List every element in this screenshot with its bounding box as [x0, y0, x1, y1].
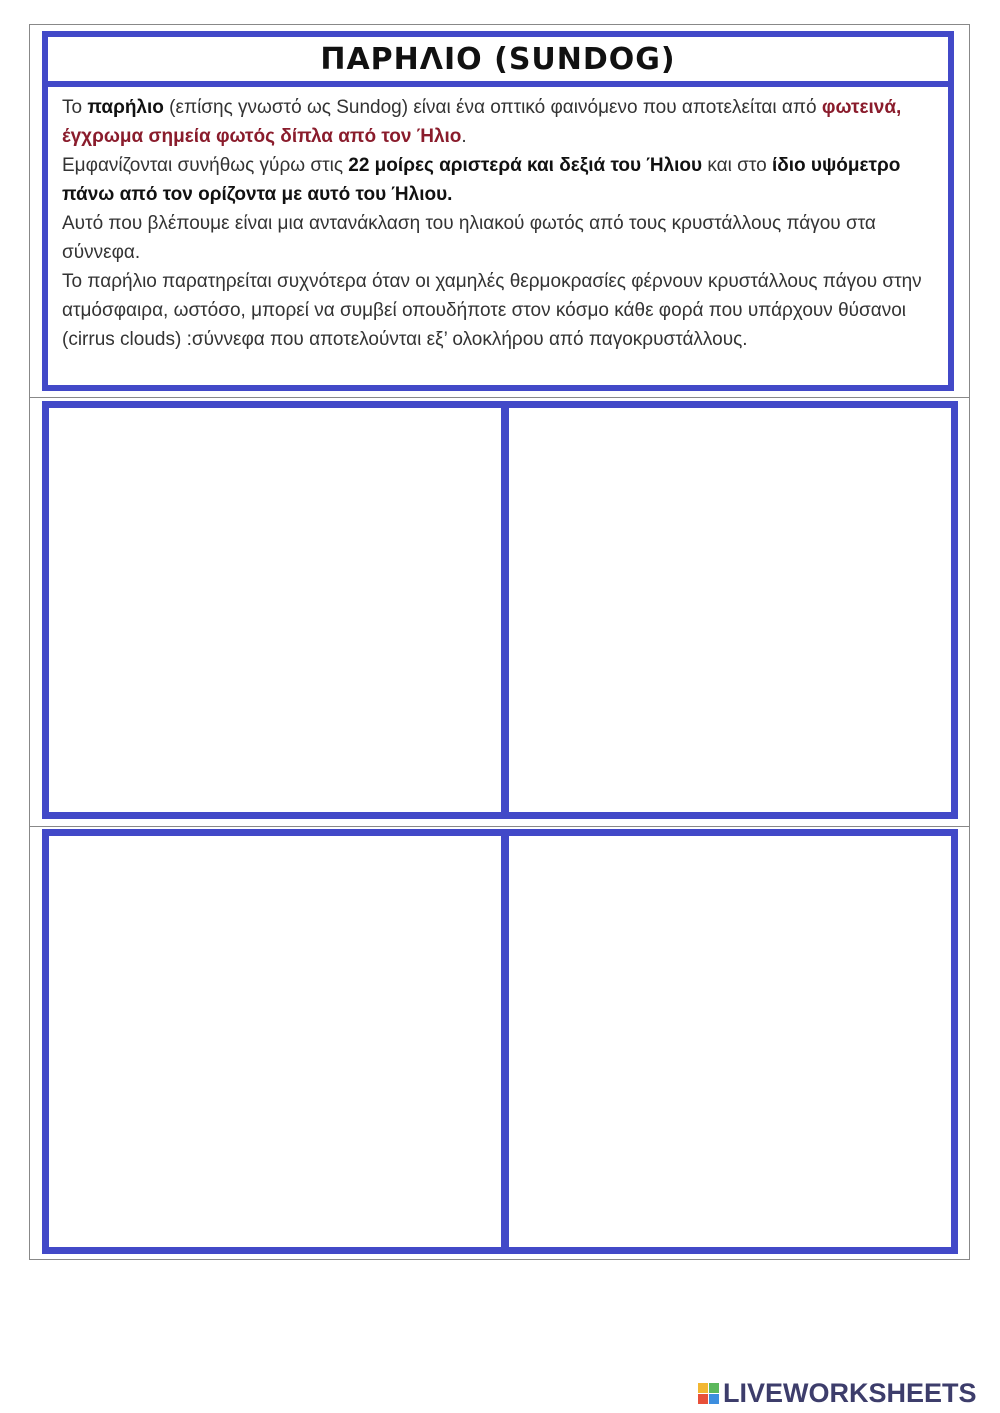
drawing-box-top-right[interactable]	[502, 401, 958, 819]
logo-text: LIVEWORKSHEETS	[723, 1378, 977, 1408]
paragraph-3	[62, 209, 940, 267]
text-segment-highlight: φωτεινά, έγχρωμα σημεία φωτός δίπλα από τον Ήλιο	[62, 97, 902, 147]
title-box	[42, 31, 954, 87]
text-segment: Το παρήλιο παρατηρείται	[62, 271, 278, 292]
text-segment: (επίσης γνωστό ως Sundog) είναι ένα οπτικό φαινόμενο που αποτελείται από	[163, 97, 822, 118]
logo-square	[698, 1383, 708, 1393]
description-box	[42, 87, 954, 391]
text-segment: Αυτό που βλέπουμε είναι μια αντανάκλαση του ηλιακού φωτός από τους κρυστάλλους πάγου στα σύννεφα.	[62, 213, 876, 263]
drawing-box-bottom-right[interactable]	[502, 829, 958, 1254]
text-segment: όταν οι χαμηλές θερμοκρασίες φέρνουν κρυστάλλους πάγου στην ατμόσφαιρα, ωστόσο, μπορεί να συμβεί οπουδήποτε στον κόσμο κάθε φορά που υπάρχουν θύσανοι (cirrus clouds) :σύννεφα που αποτελούνται εξ’ ολοκλήρου από παγοκρυστάλλους.	[62, 271, 922, 350]
logo-icon	[698, 1383, 719, 1404]
liveworksheets-logo[interactable]	[698, 1378, 977, 1409]
paragraph-1	[62, 93, 940, 151]
text-segment-bold: ίδιο υψόμετρο πάνω από τον ορίζοντα με αυτό του Ήλιου.	[62, 155, 901, 205]
row-divider	[29, 397, 970, 398]
logo-square	[698, 1394, 708, 1404]
drawing-box-top-left[interactable]	[42, 401, 508, 819]
text-segment: Το	[62, 97, 88, 118]
text-segment-bold: παρήλιο	[87, 97, 164, 118]
text-segment: Εμφανίζονται συνήθως γύρω στις	[62, 155, 349, 176]
text-segment: .	[461, 126, 467, 147]
drawing-box-bottom-left[interactable]	[42, 829, 508, 1254]
logo-square	[709, 1383, 719, 1393]
text-segment-bold: 22 μοίρες αριστερά και δεξιά του Ήλιου	[348, 155, 703, 176]
paragraph-2	[62, 151, 940, 209]
page-title: ΠΑΡΗΛΙΟ (SUNDOG)	[320, 41, 676, 77]
text-segment: συχνότερα	[277, 271, 367, 292]
logo-square	[709, 1394, 719, 1404]
row-divider	[29, 826, 970, 827]
text-segment: και στο	[702, 155, 772, 176]
paragraph-4	[62, 267, 940, 354]
